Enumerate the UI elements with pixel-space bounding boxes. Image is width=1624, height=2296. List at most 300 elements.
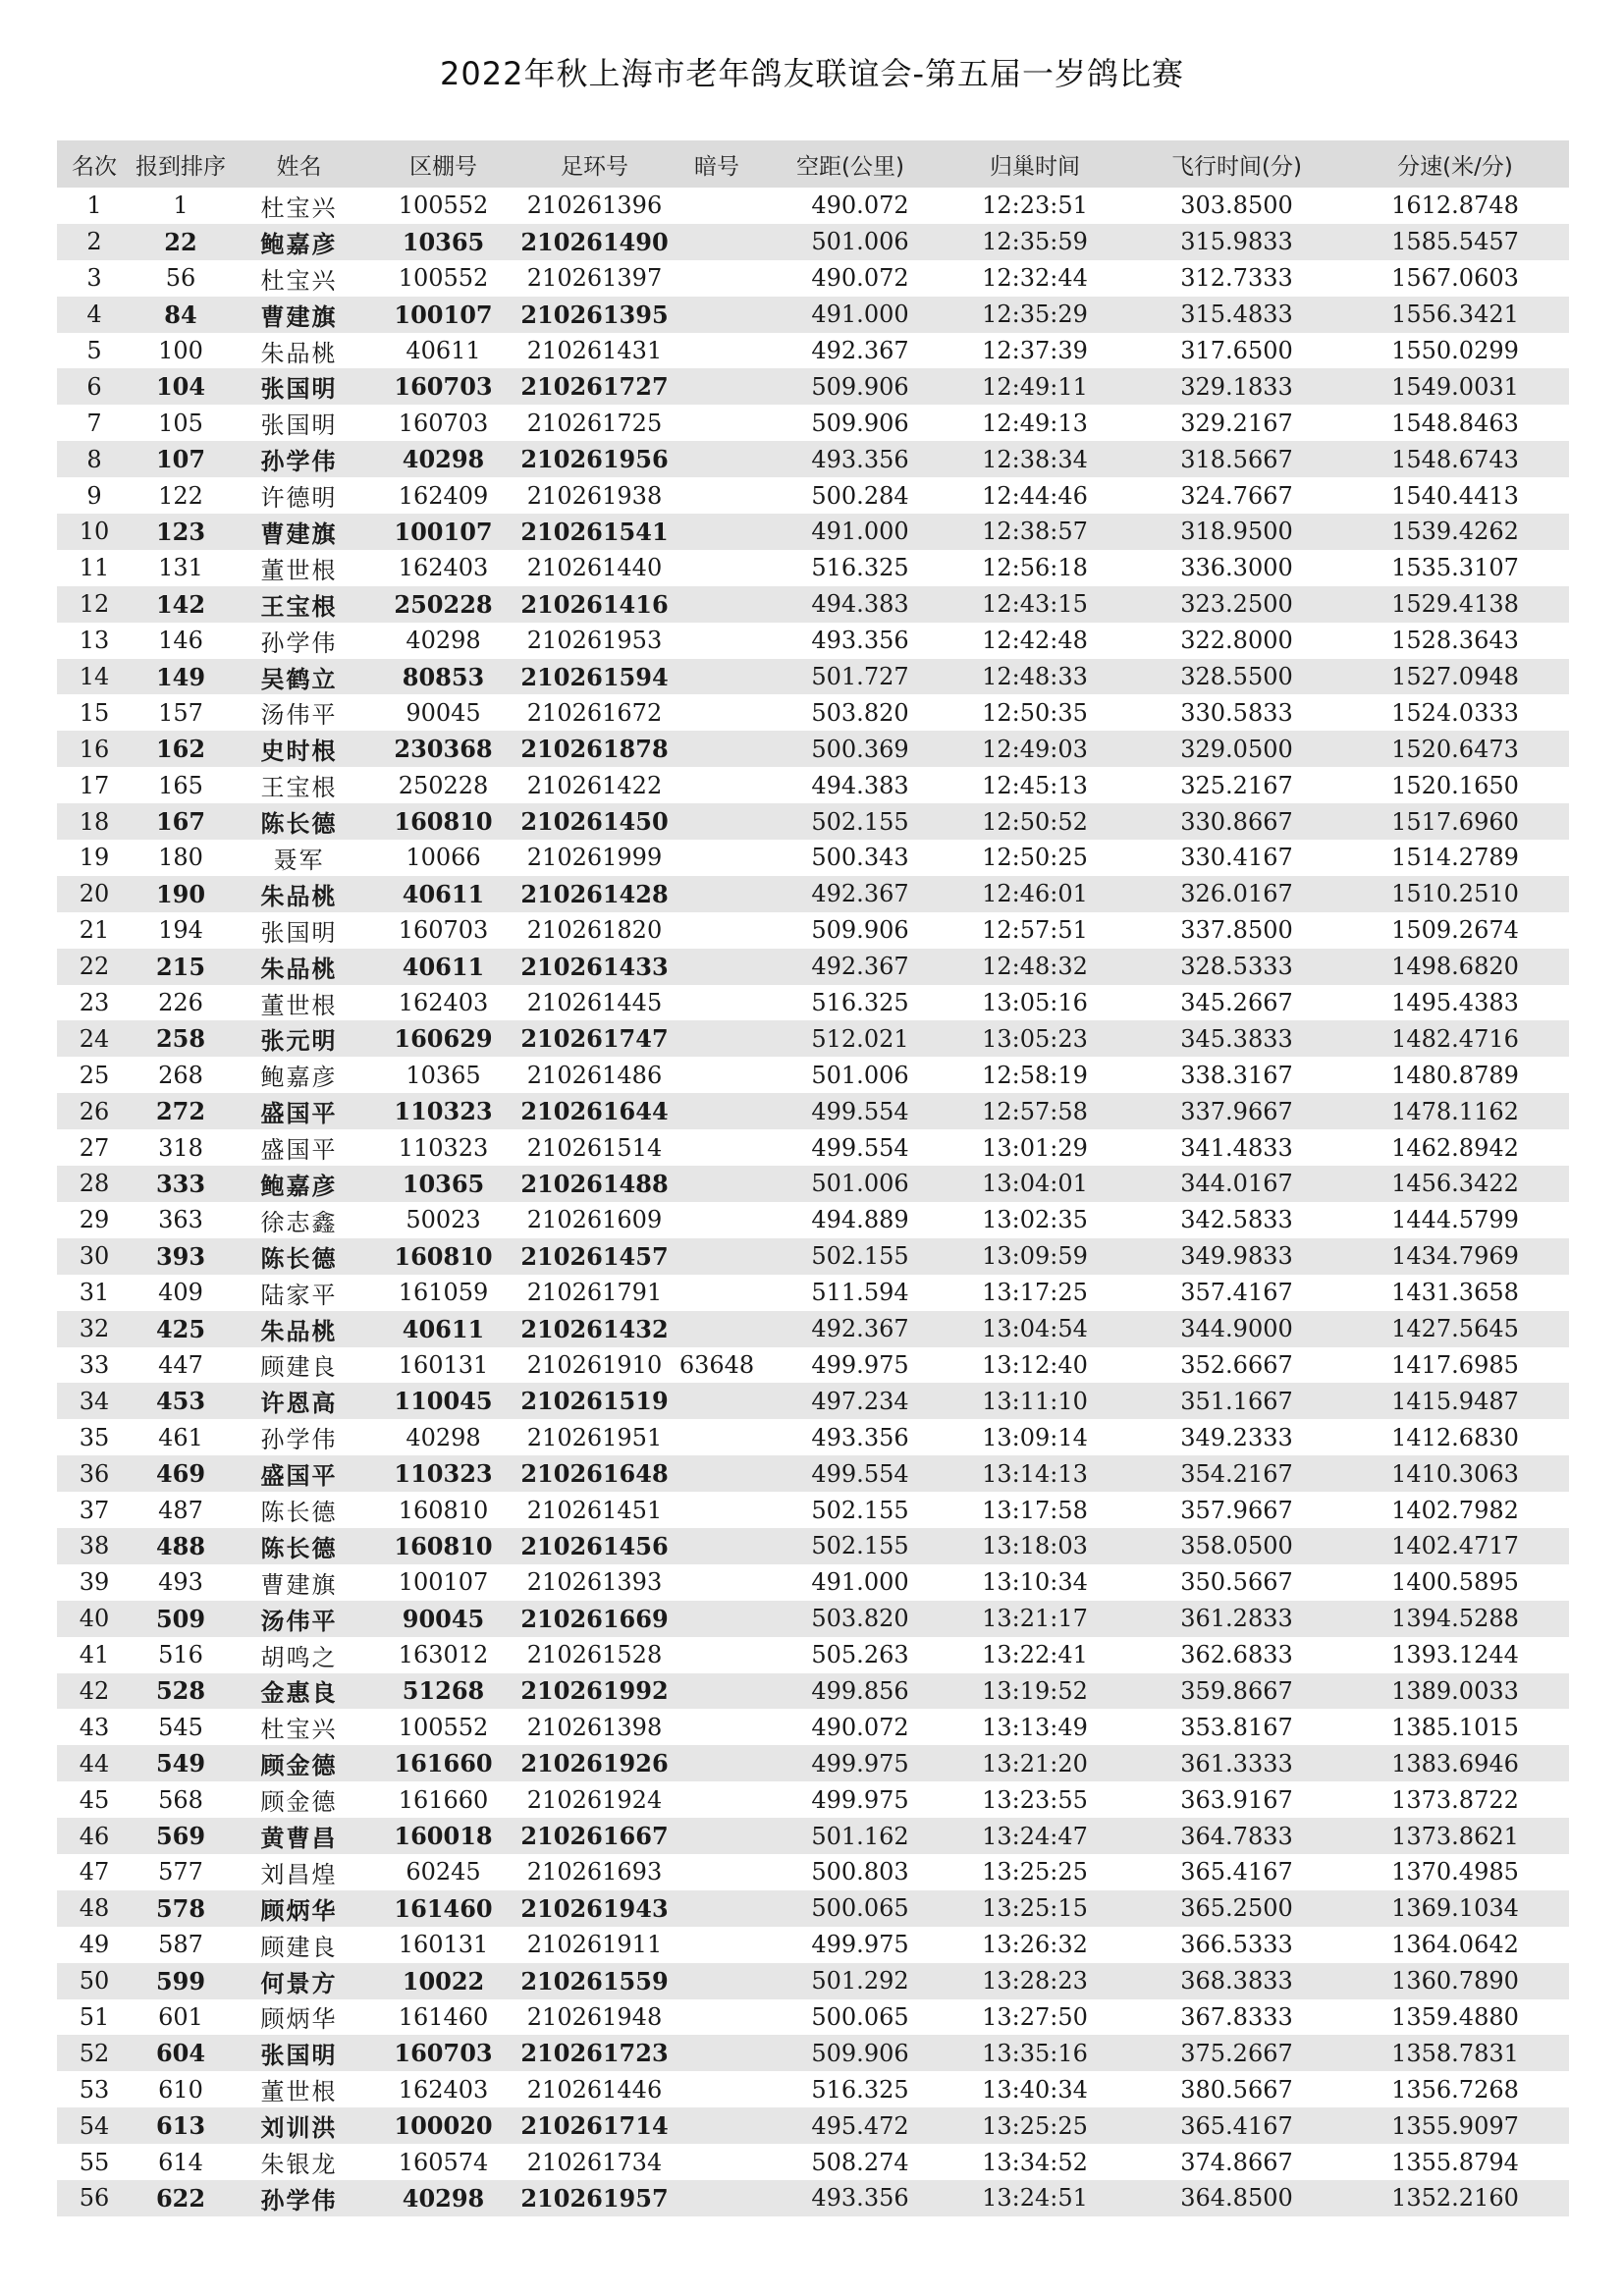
table-row xyxy=(57,1963,1569,1999)
cell-flight-time: 330.4167 xyxy=(1180,844,1293,872)
cell-loft-id: 10365 xyxy=(368,224,518,260)
cell-loft-id: 10365 xyxy=(368,1166,518,1202)
cell-ring-no: 210261734 xyxy=(526,2148,663,2176)
cell-name: 董世根 xyxy=(260,991,338,1019)
cell-distance: 500.065 xyxy=(811,2002,909,2031)
cell-flight-time: 375.2667 xyxy=(1132,2035,1341,2071)
cell-distance: 492.367 xyxy=(763,1311,938,1347)
table-row xyxy=(57,586,1569,623)
cell-speed: 1480.8789 xyxy=(1391,1061,1519,1089)
cell-speed: 1400.5895 xyxy=(1391,1568,1519,1597)
cell-arrival-time: 13:13:49 xyxy=(982,1713,1088,1741)
cell-name: 顾炳华 xyxy=(260,2005,338,2034)
cell-report-order: 461 xyxy=(158,1423,203,1451)
cell-code xyxy=(671,1419,763,1455)
table-row xyxy=(57,550,1569,586)
cell-arrival-time: 13:25:25 xyxy=(938,2107,1132,2144)
cell-name: 杜宝兴 xyxy=(260,193,338,222)
cell-arrival-time: 13:05:16 xyxy=(982,989,1088,1017)
cell-code xyxy=(671,1818,763,1854)
cell-name: 陈长德 xyxy=(230,1238,368,1275)
cell-loft-id: 90045 xyxy=(368,1601,518,1637)
cell-speed: 1524.0333 xyxy=(1391,698,1519,727)
cell-ring-no: 210261943 xyxy=(518,1890,671,1927)
cell-ring-no: 210261488 xyxy=(518,1166,671,1202)
cell-rank: 41 xyxy=(79,1641,110,1669)
cell-code xyxy=(671,1854,763,1890)
table-row xyxy=(57,1637,1569,1673)
table-row xyxy=(57,1673,1569,1710)
cell-distance: 500.065 xyxy=(763,1890,938,1927)
cell-rank: 21 xyxy=(79,916,110,945)
cell-speed: 1402.4717 xyxy=(1341,1528,1569,1564)
cell-arrival-time: 12:43:15 xyxy=(938,586,1132,623)
cell-loft-id: 250228 xyxy=(398,771,489,799)
cell-report-order: 488 xyxy=(132,1528,230,1564)
cell-ring-no: 210261395 xyxy=(518,297,671,333)
cell-distance: 500.343 xyxy=(811,844,909,872)
cell-code xyxy=(671,659,763,695)
cell-loft-id: 40298 xyxy=(406,627,481,655)
cell-report-order: 22 xyxy=(132,224,230,260)
cell-loft-id: 40298 xyxy=(368,441,518,477)
cell-flight-time: 329.0500 xyxy=(1132,731,1341,767)
table-row xyxy=(57,876,1569,912)
cell-code xyxy=(671,1383,763,1419)
cell-report-order: 487 xyxy=(158,1496,203,1524)
cell-loft-id: 110323 xyxy=(398,1133,489,1162)
cell-arrival-time: 12:42:48 xyxy=(982,627,1088,655)
cell-name: 汤伟平 xyxy=(230,1601,368,1637)
cell-arrival-time: 13:17:25 xyxy=(982,1279,1088,1307)
cell-speed: 1373.8722 xyxy=(1391,1785,1519,1814)
cell-report-order: 549 xyxy=(132,1745,230,1781)
cell-distance: 490.072 xyxy=(811,264,909,293)
cell-speed: 1434.7969 xyxy=(1341,1238,1569,1275)
cell-speed: 1478.1162 xyxy=(1341,1093,1569,1129)
cell-arrival-time: 13:22:41 xyxy=(982,1641,1088,1669)
cell-arrival-time: 12:45:13 xyxy=(982,771,1088,799)
cell-code xyxy=(671,1999,763,2036)
cell-ring-no: 210261999 xyxy=(526,844,663,872)
cell-rank: 26 xyxy=(57,1093,132,1129)
cell-loft-id: 100107 xyxy=(368,297,518,333)
cell-rank: 22 xyxy=(57,949,132,985)
cell-report-order: 613 xyxy=(132,2107,230,2144)
cell-flight-time: 315.9833 xyxy=(1132,224,1341,260)
cell-code xyxy=(671,1129,763,1166)
cell-speed: 1431.3658 xyxy=(1391,1279,1519,1307)
cell-distance: 499.554 xyxy=(763,1455,938,1492)
cell-report-order: 409 xyxy=(158,1279,203,1307)
cell-speed: 1427.5645 xyxy=(1341,1311,1569,1347)
cell-distance: 494.383 xyxy=(811,771,909,799)
cell-code: 63648 xyxy=(678,1350,755,1379)
cell-rank: 28 xyxy=(57,1166,132,1202)
cell-flight-time: 345.2667 xyxy=(1180,989,1293,1017)
cell-report-order: 363 xyxy=(158,1206,203,1234)
cell-distance: 491.000 xyxy=(763,297,938,333)
cell-flight-time: 324.7667 xyxy=(1180,481,1293,510)
cell-speed: 1517.6960 xyxy=(1341,803,1569,840)
cell-loft-id: 160810 xyxy=(368,1528,518,1564)
cell-code xyxy=(671,2107,763,2144)
cell-code xyxy=(671,1311,763,1347)
cell-arrival-time: 13:21:17 xyxy=(938,1601,1132,1637)
cell-rank: 14 xyxy=(57,659,132,695)
cell-code xyxy=(671,477,763,514)
cell-arrival-time: 13:04:01 xyxy=(938,1166,1132,1202)
table-row xyxy=(57,1927,1569,1963)
cell-report-order: 100 xyxy=(158,337,203,364)
cell-ring-no: 210261926 xyxy=(518,1745,671,1781)
cell-speed: 1389.0033 xyxy=(1341,1673,1569,1710)
cell-rank: 3 xyxy=(86,264,102,293)
cell-distance: 490.072 xyxy=(811,191,909,220)
cell-ring-no: 210261422 xyxy=(526,771,663,799)
cell-speed: 1393.1244 xyxy=(1391,1641,1519,1669)
cell-rank: 32 xyxy=(57,1311,132,1347)
cell-rank: 24 xyxy=(57,1020,132,1057)
cell-rank: 40 xyxy=(57,1601,132,1637)
cell-report-order: 107 xyxy=(132,441,230,477)
cell-report-order: 165 xyxy=(158,771,203,799)
cell-ring-no: 210261514 xyxy=(526,1133,663,1162)
cell-speed: 1356.7268 xyxy=(1391,2075,1519,2104)
cell-ring-no: 210261456 xyxy=(518,1528,671,1564)
cell-speed: 1383.6946 xyxy=(1341,1745,1569,1781)
cell-distance: 491.000 xyxy=(811,1568,909,1597)
cell-flight-time: 362.6833 xyxy=(1180,1641,1293,1669)
cell-speed: 1355.9097 xyxy=(1341,2107,1569,2144)
cell-report-order: 601 xyxy=(158,2002,203,2031)
cell-report-order: 453 xyxy=(132,1383,230,1419)
cell-arrival-time: 12:44:46 xyxy=(982,481,1088,510)
cell-name: 张国明 xyxy=(260,918,338,947)
cell-distance: 499.554 xyxy=(811,1133,909,1162)
cell-flight-time: 365.4167 xyxy=(1132,2107,1341,2144)
header-row xyxy=(57,140,1569,188)
cell-rank: 38 xyxy=(57,1528,132,1564)
cell-arrival-time: 12:38:57 xyxy=(938,514,1132,550)
cell-ring-no: 210261397 xyxy=(526,264,663,293)
cell-flight-time: 345.3833 xyxy=(1132,1020,1341,1057)
cell-speed: 1417.6985 xyxy=(1391,1350,1519,1379)
cell-flight-time: 328.5333 xyxy=(1132,949,1341,985)
cell-code xyxy=(671,1238,763,1275)
cell-loft-id: 100020 xyxy=(368,2107,518,2144)
cell-loft-id: 60245 xyxy=(406,1858,481,1886)
cell-ring-no: 210261820 xyxy=(526,916,663,945)
page-title: 2022年秋上海市老年鸽友联谊会-第五届一岁鸽比赛 xyxy=(440,55,1184,92)
cell-distance: 492.367 xyxy=(811,337,909,364)
cell-ring-no: 210261446 xyxy=(526,2075,663,2104)
cell-name: 聂军 xyxy=(273,846,325,874)
header-rank: 名次 xyxy=(57,140,132,188)
cell-distance: 508.274 xyxy=(811,2148,909,2176)
cell-loft-id: 100107 xyxy=(368,514,518,550)
cell-rank: 12 xyxy=(57,586,132,623)
cell-flight-time: 364.8500 xyxy=(1132,2180,1341,2216)
cell-rank: 10 xyxy=(57,514,132,550)
header-speed: 分速(米/分) xyxy=(1341,140,1569,188)
cell-arrival-time: 12:58:19 xyxy=(982,1061,1088,1089)
table-row xyxy=(57,1854,1569,1890)
table-row xyxy=(57,1057,1569,1093)
cell-speed: 1412.6830 xyxy=(1391,1423,1519,1451)
cell-rank: 5 xyxy=(86,337,102,364)
cell-rank: 45 xyxy=(79,1785,110,1814)
cell-code xyxy=(671,1020,763,1057)
cell-loft-id: 100552 xyxy=(398,191,489,220)
cell-name: 陈长德 xyxy=(230,803,368,840)
cell-distance: 500.369 xyxy=(763,731,938,767)
cell-ring-no: 210261951 xyxy=(526,1423,663,1451)
cell-ring-no: 210261714 xyxy=(518,2107,671,2144)
cell-speed: 1498.6820 xyxy=(1341,949,1569,985)
table-row xyxy=(57,1238,1569,1275)
cell-name: 王宝根 xyxy=(230,586,368,623)
cell-code xyxy=(671,1057,763,1093)
cell-report-order: 84 xyxy=(132,297,230,333)
cell-speed: 1556.3421 xyxy=(1341,297,1569,333)
cell-rank: 39 xyxy=(79,1568,110,1597)
header-flight-time: 飞行时间(分) xyxy=(1132,140,1341,188)
cell-rank: 49 xyxy=(79,1931,110,1959)
cell-ring-no: 210261519 xyxy=(518,1383,671,1419)
table-row xyxy=(57,1129,1569,1166)
cell-code xyxy=(671,1963,763,1999)
cell-ring-no: 210261693 xyxy=(526,1858,663,1886)
cell-code xyxy=(671,985,763,1021)
cell-ring-no: 210261791 xyxy=(526,1279,663,1307)
cell-flight-time: 328.5500 xyxy=(1132,659,1341,695)
cell-name: 金惠良 xyxy=(230,1673,368,1710)
cell-rank: 15 xyxy=(79,698,110,727)
cell-code xyxy=(671,586,763,623)
cell-ring-no: 210261725 xyxy=(526,409,663,437)
cell-arrival-time: 13:26:32 xyxy=(982,1931,1088,1959)
cell-name: 张国明 xyxy=(230,2035,368,2071)
cell-name: 何景方 xyxy=(230,1963,368,1999)
cell-loft-id: 162409 xyxy=(398,481,489,510)
cell-rank: 51 xyxy=(79,2002,110,2031)
cell-arrival-time: 12:49:11 xyxy=(938,368,1132,405)
table-row xyxy=(57,912,1569,949)
cell-name: 徐志鑫 xyxy=(260,1208,338,1236)
cell-rank: 4 xyxy=(57,297,132,333)
cell-arrival-time: 12:50:35 xyxy=(982,698,1088,727)
cell-speed: 1456.3422 xyxy=(1341,1166,1569,1202)
cell-distance: 516.325 xyxy=(811,989,909,1017)
cell-rank: 17 xyxy=(79,771,110,799)
cell-code xyxy=(671,949,763,985)
cell-rank: 27 xyxy=(79,1133,110,1162)
cell-ring-no: 210261956 xyxy=(518,441,671,477)
cell-rank: 18 xyxy=(57,803,132,840)
cell-code xyxy=(671,1093,763,1129)
cell-ring-no: 210261450 xyxy=(518,803,671,840)
cell-rank: 13 xyxy=(79,627,110,655)
cell-name: 朱品桃 xyxy=(230,949,368,985)
cell-distance: 500.803 xyxy=(811,1858,909,1886)
cell-distance: 502.155 xyxy=(763,1238,938,1275)
cell-speed: 1529.4138 xyxy=(1341,586,1569,623)
cell-report-order: 604 xyxy=(132,2035,230,2071)
cell-name: 许德明 xyxy=(260,484,338,513)
cell-rank: 53 xyxy=(79,2075,110,2104)
cell-report-order: 142 xyxy=(132,586,230,623)
cell-arrival-time: 13:12:40 xyxy=(982,1350,1088,1379)
cell-rank: 35 xyxy=(79,1423,110,1451)
cell-rank: 16 xyxy=(57,731,132,767)
table-row xyxy=(57,441,1569,477)
cell-ring-no: 210261957 xyxy=(518,2180,671,2216)
cell-arrival-time: 13:23:55 xyxy=(982,1785,1088,1814)
cell-name: 刘昌煌 xyxy=(260,1860,338,1888)
cell-report-order: 509 xyxy=(132,1601,230,1637)
cell-speed: 1549.0031 xyxy=(1341,368,1569,405)
cell-speed: 1514.2789 xyxy=(1391,844,1519,872)
cell-code xyxy=(671,1166,763,1202)
cell-rank: 54 xyxy=(57,2107,132,2144)
cell-code xyxy=(671,1637,763,1673)
cell-name: 盛国平 xyxy=(230,1093,368,1129)
header-report-order: 报到排序 xyxy=(132,140,230,188)
cell-report-order: 469 xyxy=(132,1455,230,1492)
cell-arrival-time: 13:27:50 xyxy=(982,2002,1088,2031)
cell-name: 顾建良 xyxy=(260,1353,338,1382)
cell-arrival-time: 12:57:51 xyxy=(982,916,1088,945)
header-code: 暗号 xyxy=(671,140,763,188)
cell-distance: 509.906 xyxy=(763,368,938,405)
cell-loft-id: 10022 xyxy=(368,1963,518,1999)
cell-distance: 494.383 xyxy=(763,586,938,623)
cell-ring-no: 210261953 xyxy=(526,627,663,655)
cell-report-order: 622 xyxy=(132,2180,230,2216)
table-row xyxy=(57,1564,1569,1601)
cell-distance: 502.155 xyxy=(763,803,938,840)
cell-speed: 1358.7831 xyxy=(1341,2035,1569,2071)
cell-report-order: 123 xyxy=(132,514,230,550)
cell-rank: 20 xyxy=(57,876,132,912)
cell-ring-no: 210261428 xyxy=(518,876,671,912)
cell-code xyxy=(671,1673,763,1710)
cell-code xyxy=(671,297,763,333)
cell-speed: 1402.7982 xyxy=(1391,1496,1519,1524)
cell-name: 鲍嘉彦 xyxy=(230,224,368,260)
cell-distance: 492.367 xyxy=(763,949,938,985)
table-row xyxy=(57,1020,1569,1057)
cell-report-order: 258 xyxy=(132,1020,230,1057)
cell-ring-no: 210261924 xyxy=(526,1785,663,1814)
cell-name: 董世根 xyxy=(260,556,338,584)
cell-rank: 2 xyxy=(57,224,132,260)
cell-rank: 42 xyxy=(57,1673,132,1710)
cell-flight-time: 364.7833 xyxy=(1132,1818,1341,1854)
cell-loft-id: 162403 xyxy=(398,989,489,1017)
cell-speed: 1528.3643 xyxy=(1391,627,1519,655)
table-row xyxy=(57,1275,1569,1311)
cell-name: 曹建旗 xyxy=(230,514,368,550)
cell-arrival-time: 12:48:32 xyxy=(938,949,1132,985)
cell-report-order: 149 xyxy=(132,659,230,695)
cell-report-order: 167 xyxy=(132,803,230,840)
cell-report-order: 333 xyxy=(132,1166,230,1202)
cell-distance: 499.554 xyxy=(763,1093,938,1129)
cell-flight-time: 380.5667 xyxy=(1180,2075,1293,2104)
cell-report-order: 516 xyxy=(158,1641,203,1669)
cell-code xyxy=(671,2071,763,2107)
cell-loft-id: 100552 xyxy=(398,264,489,293)
cell-ring-no: 210261432 xyxy=(518,1311,671,1347)
cell-distance: 512.021 xyxy=(763,1020,938,1057)
cell-code xyxy=(671,840,763,876)
cell-loft-id: 162403 xyxy=(398,2075,489,2104)
cell-flight-time: 368.3833 xyxy=(1132,1963,1341,1999)
cell-distance: 516.325 xyxy=(811,554,909,582)
cell-arrival-time: 13:01:29 xyxy=(982,1133,1088,1162)
header-loft-id: 区棚号 xyxy=(368,140,518,188)
table-row xyxy=(57,1745,1569,1781)
cell-speed: 1548.6743 xyxy=(1341,441,1569,477)
cell-ring-no: 210261559 xyxy=(518,1963,671,1999)
cell-speed: 1444.5799 xyxy=(1391,1206,1519,1234)
cell-code xyxy=(671,1528,763,1564)
cell-arrival-time: 12:46:01 xyxy=(938,876,1132,912)
cell-distance: 509.906 xyxy=(811,916,909,945)
cell-flight-time: 366.5333 xyxy=(1180,1931,1293,1959)
cell-speed: 1550.0299 xyxy=(1391,337,1519,364)
cell-code xyxy=(671,2180,763,2216)
cell-arrival-time: 13:10:34 xyxy=(982,1568,1088,1597)
cell-ring-no: 210261609 xyxy=(526,1206,663,1234)
table-row xyxy=(57,1202,1569,1238)
cell-ring-no: 210261878 xyxy=(518,731,671,767)
cell-distance: 500.284 xyxy=(811,481,909,510)
cell-flight-time: 312.7333 xyxy=(1180,264,1293,293)
cell-loft-id: 40298 xyxy=(368,2180,518,2216)
cell-distance: 505.263 xyxy=(811,1641,909,1669)
table-row xyxy=(57,1818,1569,1854)
cell-arrival-time: 12:38:34 xyxy=(938,441,1132,477)
cell-arrival-time: 13:17:58 xyxy=(982,1496,1088,1524)
table-row xyxy=(57,1999,1569,2036)
table-row xyxy=(57,659,1569,695)
cell-arrival-time: 13:24:51 xyxy=(938,2180,1132,2216)
table-row xyxy=(57,1781,1569,1818)
cell-name: 孙学伟 xyxy=(230,441,368,477)
cell-report-order: 105 xyxy=(158,409,203,437)
cell-rank: 47 xyxy=(79,1858,110,1886)
cell-loft-id: 100552 xyxy=(398,1713,489,1741)
cell-arrival-time: 13:14:13 xyxy=(938,1455,1132,1492)
table-row xyxy=(57,2144,1569,2180)
table-row xyxy=(57,297,1569,333)
cell-loft-id: 160574 xyxy=(398,2148,489,2176)
cell-code xyxy=(671,441,763,477)
cell-report-order: 268 xyxy=(158,1061,203,1089)
table-row xyxy=(57,731,1569,767)
cell-name: 朱品桃 xyxy=(260,339,338,367)
cell-ring-no: 210261445 xyxy=(526,989,663,1017)
cell-flight-time: 318.9500 xyxy=(1132,514,1341,550)
cell-code xyxy=(671,2144,763,2180)
cell-report-order: 215 xyxy=(132,949,230,985)
cell-arrival-time: 13:25:15 xyxy=(938,1890,1132,1927)
cell-speed: 1520.6473 xyxy=(1341,731,1569,767)
cell-report-order: 599 xyxy=(132,1963,230,1999)
